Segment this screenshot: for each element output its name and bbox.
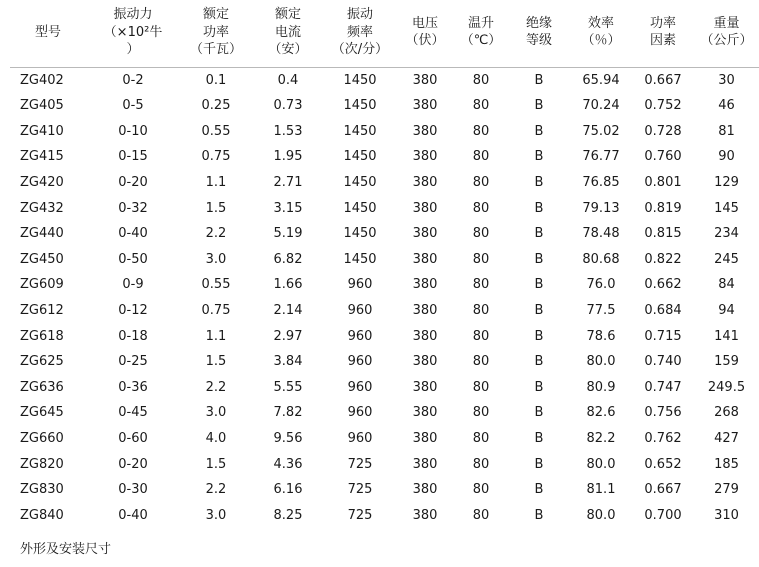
table-cell: 80 xyxy=(472,149,490,165)
column-header-line: （安） xyxy=(268,42,308,58)
table-cell: B xyxy=(534,200,544,216)
table-cell: 1450 xyxy=(343,200,377,216)
table-cell: 80 xyxy=(472,277,490,293)
column-header-line: 效率 xyxy=(587,15,614,31)
table-cell: 1.5 xyxy=(205,354,227,370)
table-cell: 1.5 xyxy=(205,200,227,216)
table-cell: 80 xyxy=(472,430,490,446)
column-header-line: 功率 xyxy=(202,24,229,40)
table-cell: 0.822 xyxy=(644,251,682,267)
column-header-line: 因素 xyxy=(649,33,676,49)
table-cell: 1450 xyxy=(343,175,377,191)
table-header-row xyxy=(10,0,759,67)
table-cell: 80 xyxy=(472,507,490,523)
cell-model: ZG432 xyxy=(20,200,64,216)
cell-model: ZG420 xyxy=(20,175,64,191)
table-cell: 0.819 xyxy=(644,200,682,216)
table-cell: 4.0 xyxy=(205,430,227,446)
table-cell: 90 xyxy=(718,149,735,165)
table-cell: 380 xyxy=(412,123,438,139)
table-cell: 0.762 xyxy=(644,430,682,446)
table-cell: B xyxy=(534,379,544,395)
column-header-3 xyxy=(252,0,324,67)
table-cell: 380 xyxy=(412,328,438,344)
table-cell: 80 xyxy=(472,72,490,88)
table-cell: 2.14 xyxy=(273,302,303,318)
column-header-line: 振动力 xyxy=(113,7,153,22)
table-cell: 1450 xyxy=(343,98,377,114)
table-cell: 46 xyxy=(718,98,735,114)
table-cell: B xyxy=(534,430,544,446)
table-cell: 76.77 xyxy=(582,149,620,165)
table-cell: 380 xyxy=(412,251,438,267)
table-cell: 2.2 xyxy=(205,482,227,498)
table-cell: 380 xyxy=(412,149,438,165)
table-cell: 77.5 xyxy=(586,302,616,318)
table-cell: 0.756 xyxy=(644,405,682,421)
table-row xyxy=(10,503,759,529)
table-cell: 80 xyxy=(472,98,490,114)
table-cell: 0-36 xyxy=(118,379,148,395)
table-cell: B xyxy=(534,354,544,370)
table-row xyxy=(10,93,759,119)
cell-model: ZG410 xyxy=(20,123,64,139)
table-cell: 141 xyxy=(714,328,739,344)
table-cell: 0-20 xyxy=(118,175,148,191)
column-header-line: （℃） xyxy=(460,33,502,49)
table-cell: 0-40 xyxy=(118,507,148,523)
table-cell: 80 xyxy=(472,354,490,370)
table-cell: 3.0 xyxy=(205,405,227,421)
table-cell: 380 xyxy=(412,456,438,472)
table-cell: 80 xyxy=(472,123,490,139)
table-cell: 380 xyxy=(412,98,438,114)
table-cell: 30 xyxy=(718,72,735,88)
table-cell: 1.1 xyxy=(205,328,227,344)
table-cell: B xyxy=(534,405,544,421)
table-row xyxy=(10,247,759,273)
table-cell: 2.2 xyxy=(205,226,227,242)
table-cell: 1.1 xyxy=(205,175,227,191)
column-header-line: 频率 xyxy=(346,24,373,40)
table-cell: B xyxy=(534,251,544,267)
table-cell: 0.75 xyxy=(201,149,231,165)
cell-model: ZG402 xyxy=(20,72,64,88)
table-cell: 960 xyxy=(347,328,373,344)
column-header-line: 绝缘 xyxy=(525,15,552,31)
table-row xyxy=(10,400,759,426)
table-cell: 5.19 xyxy=(273,226,303,242)
table-cell: 76.85 xyxy=(582,175,620,191)
table-cell: 1450 xyxy=(343,123,377,139)
table-cell: B xyxy=(534,226,544,242)
table-cell: 0.25 xyxy=(201,98,231,114)
cell-model: ZG450 xyxy=(20,251,64,267)
table-row xyxy=(10,298,759,324)
table-cell: 0.662 xyxy=(644,277,682,293)
table-cell: 960 xyxy=(347,405,373,421)
table-cell: 1.66 xyxy=(273,277,303,293)
table-cell: 380 xyxy=(412,405,438,421)
table-cell: 725 xyxy=(347,456,373,472)
table-cell: 0-2 xyxy=(122,72,144,88)
vibration-motor-spec-table xyxy=(10,0,759,528)
table-cell: B xyxy=(534,328,544,344)
table-cell: 249.5 xyxy=(707,379,746,395)
column-header-7 xyxy=(508,0,570,67)
table-cell: 0-12 xyxy=(118,302,148,318)
table-cell: 3.15 xyxy=(273,200,303,216)
column-header-line: （次/分） xyxy=(331,42,389,58)
table-cell: 76.0 xyxy=(586,277,616,293)
table-cell: B xyxy=(534,175,544,191)
table-cell: 82.2 xyxy=(586,430,616,446)
table-body xyxy=(10,67,759,528)
table-cell: B xyxy=(534,456,544,472)
table-cell: 78.6 xyxy=(586,328,616,344)
table-cell: 81.1 xyxy=(586,482,616,498)
table-cell: 725 xyxy=(347,482,373,498)
cell-model: ZG405 xyxy=(20,98,64,114)
column-header-line: （伏） xyxy=(405,33,445,49)
table-cell: 960 xyxy=(347,430,373,446)
table-cell: 80.9 xyxy=(586,379,616,395)
column-header-line: 额定 xyxy=(202,7,229,22)
table-cell: 0.667 xyxy=(644,72,682,88)
table-cell: 0-40 xyxy=(118,226,148,242)
table-row xyxy=(10,67,759,93)
table-cell: 82.6 xyxy=(586,405,616,421)
table-cell: 80 xyxy=(472,405,490,421)
table-cell: 80.0 xyxy=(586,456,616,472)
column-header-10 xyxy=(694,0,759,67)
table-row xyxy=(10,477,759,503)
table-cell: B xyxy=(534,277,544,293)
column-header-2 xyxy=(180,0,252,67)
table-cell: 5.55 xyxy=(273,379,303,395)
table-cell: 0.747 xyxy=(644,379,682,395)
table-cell: 268 xyxy=(714,405,739,421)
cell-model: ZG830 xyxy=(20,482,64,498)
table-cell: 0.73 xyxy=(273,98,303,114)
table-cell: 80 xyxy=(472,379,490,395)
table-cell: 80 xyxy=(472,200,490,216)
table-cell: 0-32 xyxy=(118,200,148,216)
table-cell: 380 xyxy=(412,302,438,318)
table-cell: 960 xyxy=(347,354,373,370)
table-cell: 1450 xyxy=(343,149,377,165)
table-cell: 0.801 xyxy=(644,175,682,191)
table-cell: 0.55 xyxy=(201,277,231,293)
table-cell: 0.652 xyxy=(644,456,682,472)
table-cell: 80.0 xyxy=(586,507,616,523)
table-cell: 8.25 xyxy=(273,507,303,523)
table-cell: 0.760 xyxy=(644,149,682,165)
table-cell: 245 xyxy=(714,251,739,267)
table-cell: 380 xyxy=(412,430,438,446)
cell-model: ZG415 xyxy=(20,149,64,165)
table-cell: 3.0 xyxy=(205,251,227,267)
table-cell: 7.82 xyxy=(273,405,303,421)
cell-model: ZG660 xyxy=(20,430,64,446)
table-cell: 380 xyxy=(412,507,438,523)
table-cell: 6.82 xyxy=(273,251,303,267)
column-header-line: （％） xyxy=(581,33,621,49)
table-row xyxy=(10,349,759,375)
table-cell: 310 xyxy=(714,507,739,523)
cell-model: ZG840 xyxy=(20,507,64,523)
table-cell: 75.02 xyxy=(582,123,620,139)
table-row xyxy=(10,375,759,401)
table-cell: 129 xyxy=(714,175,739,191)
table-cell: 2.2 xyxy=(205,379,227,395)
table-cell: 0.752 xyxy=(644,98,682,114)
column-header-line: 额定 xyxy=(274,7,301,22)
column-header-line: 功率 xyxy=(649,15,676,31)
table-row xyxy=(10,119,759,145)
table-cell: 4.36 xyxy=(273,456,303,472)
table-cell: 1450 xyxy=(343,251,377,267)
cell-model: ZG612 xyxy=(20,302,64,318)
table-cell: 0-30 xyxy=(118,482,148,498)
table-cell: 0.4 xyxy=(277,72,299,88)
table-cell: 9.56 xyxy=(273,430,303,446)
table-cell: 380 xyxy=(412,277,438,293)
table-cell: B xyxy=(534,123,544,139)
table-cell: 1.95 xyxy=(273,149,303,165)
column-header-4 xyxy=(324,0,396,67)
cell-model: ZG820 xyxy=(20,456,64,472)
table-cell: 1.5 xyxy=(205,456,227,472)
table-cell: 234 xyxy=(714,226,739,242)
cell-model: ZG636 xyxy=(20,379,64,395)
table-cell: 0.667 xyxy=(644,482,682,498)
column-header-6 xyxy=(454,0,508,67)
table-cell: 0.740 xyxy=(644,354,682,370)
column-header-line: 电压 xyxy=(411,15,438,31)
table-cell: 2.97 xyxy=(273,328,303,344)
table-cell: B xyxy=(534,507,544,523)
table-row xyxy=(10,196,759,222)
table-cell: 6.16 xyxy=(273,482,303,498)
footer-note: 外形及安装尺寸 xyxy=(20,542,112,558)
cell-model: ZG618 xyxy=(20,328,64,344)
table-row xyxy=(10,452,759,478)
table-cell: 3.0 xyxy=(205,507,227,523)
table-cell: 0.728 xyxy=(644,123,682,139)
column-header-1 xyxy=(86,0,180,67)
table-cell: 159 xyxy=(714,354,739,370)
table-row xyxy=(10,426,759,452)
column-header-line: 电流 xyxy=(274,24,301,40)
table-row xyxy=(10,272,759,298)
table-cell: 0.715 xyxy=(644,328,682,344)
table-cell: 0-5 xyxy=(122,98,144,114)
table-cell: 84 xyxy=(718,277,735,293)
table-cell: 78.48 xyxy=(582,226,620,242)
table-cell: 80.0 xyxy=(586,354,616,370)
table-cell: 960 xyxy=(347,277,373,293)
table-cell: 0-20 xyxy=(118,456,148,472)
table-row xyxy=(10,170,759,196)
column-header-8 xyxy=(570,0,632,67)
table-cell: 80 xyxy=(472,302,490,318)
table-cell: 725 xyxy=(347,507,373,523)
table-cell: B xyxy=(534,149,544,165)
table-cell: 79.13 xyxy=(582,200,620,216)
column-header-9 xyxy=(632,0,694,67)
table-header xyxy=(10,0,759,67)
column-header-line: 重量 xyxy=(713,15,740,31)
table-cell: 81 xyxy=(718,123,735,139)
table-cell: 1450 xyxy=(343,72,377,88)
table-cell: 380 xyxy=(412,482,438,498)
table-cell: B xyxy=(534,302,544,318)
table-cell: 0-25 xyxy=(118,354,148,370)
table-row xyxy=(10,221,759,247)
table-cell: 80 xyxy=(472,328,490,344)
table-cell: 145 xyxy=(714,200,739,216)
cell-model: ZG440 xyxy=(20,226,64,242)
table-cell: 65.94 xyxy=(582,72,620,88)
table-cell: 960 xyxy=(347,379,373,395)
column-header-5 xyxy=(396,0,454,67)
column-header-line: （公斤） xyxy=(700,33,753,49)
table-cell: 0-10 xyxy=(118,123,148,139)
table-cell: 1450 xyxy=(343,226,377,242)
table-cell: 0.55 xyxy=(201,123,231,139)
table-cell: B xyxy=(534,72,544,88)
table-cell: B xyxy=(534,482,544,498)
table-cell: 3.84 xyxy=(273,354,303,370)
table-cell: 0-45 xyxy=(118,405,148,421)
table-cell: 0-60 xyxy=(118,430,148,446)
table-row xyxy=(10,144,759,170)
table-cell: 80.68 xyxy=(582,251,620,267)
table-cell: 80 xyxy=(472,251,490,267)
table-cell: B xyxy=(534,98,544,114)
column-header-0 xyxy=(10,0,86,67)
column-header-line: 温升 xyxy=(467,15,494,31)
table-cell: 380 xyxy=(412,175,438,191)
table-cell: 0.815 xyxy=(644,226,682,242)
column-header-line: 等级 xyxy=(525,33,552,49)
table-cell: 380 xyxy=(412,226,438,242)
table-cell: 380 xyxy=(412,354,438,370)
column-header-line: 型号 xyxy=(34,24,61,40)
table-cell: 70.24 xyxy=(582,98,620,114)
table-cell: 380 xyxy=(412,200,438,216)
cell-model: ZG609 xyxy=(20,277,64,293)
column-header-line: （千瓦） xyxy=(189,42,242,58)
column-header-line: 振动 xyxy=(346,7,373,22)
table-cell: 0.684 xyxy=(644,302,682,318)
table-cell: 80 xyxy=(472,482,490,498)
table-cell: 80 xyxy=(472,175,490,191)
table-cell: 380 xyxy=(412,379,438,395)
table-cell: 185 xyxy=(714,456,739,472)
table-cell: 0.75 xyxy=(201,302,231,318)
table-cell: 0-9 xyxy=(122,277,144,293)
cell-model: ZG625 xyxy=(20,354,64,370)
table-cell: 0.700 xyxy=(644,507,682,523)
table-cell: 380 xyxy=(412,72,438,88)
table-cell: 94 xyxy=(718,302,735,318)
table-cell: 80 xyxy=(472,226,490,242)
column-header-line: （×10²牛 xyxy=(103,24,163,40)
table-cell: 1.53 xyxy=(273,123,303,139)
table-cell: 80 xyxy=(472,456,490,472)
table-cell: 960 xyxy=(347,302,373,318)
table-cell: 0-18 xyxy=(118,328,148,344)
column-header-line: ） xyxy=(126,42,140,58)
table-cell: 427 xyxy=(714,430,739,446)
table-cell: 279 xyxy=(714,482,739,498)
table-cell: 0-15 xyxy=(118,149,148,165)
table-row xyxy=(10,324,759,350)
table-cell: 2.71 xyxy=(273,175,303,191)
table-cell: 0-50 xyxy=(118,251,148,267)
cell-model: ZG645 xyxy=(20,405,64,421)
table-cell: 0.1 xyxy=(205,72,227,88)
